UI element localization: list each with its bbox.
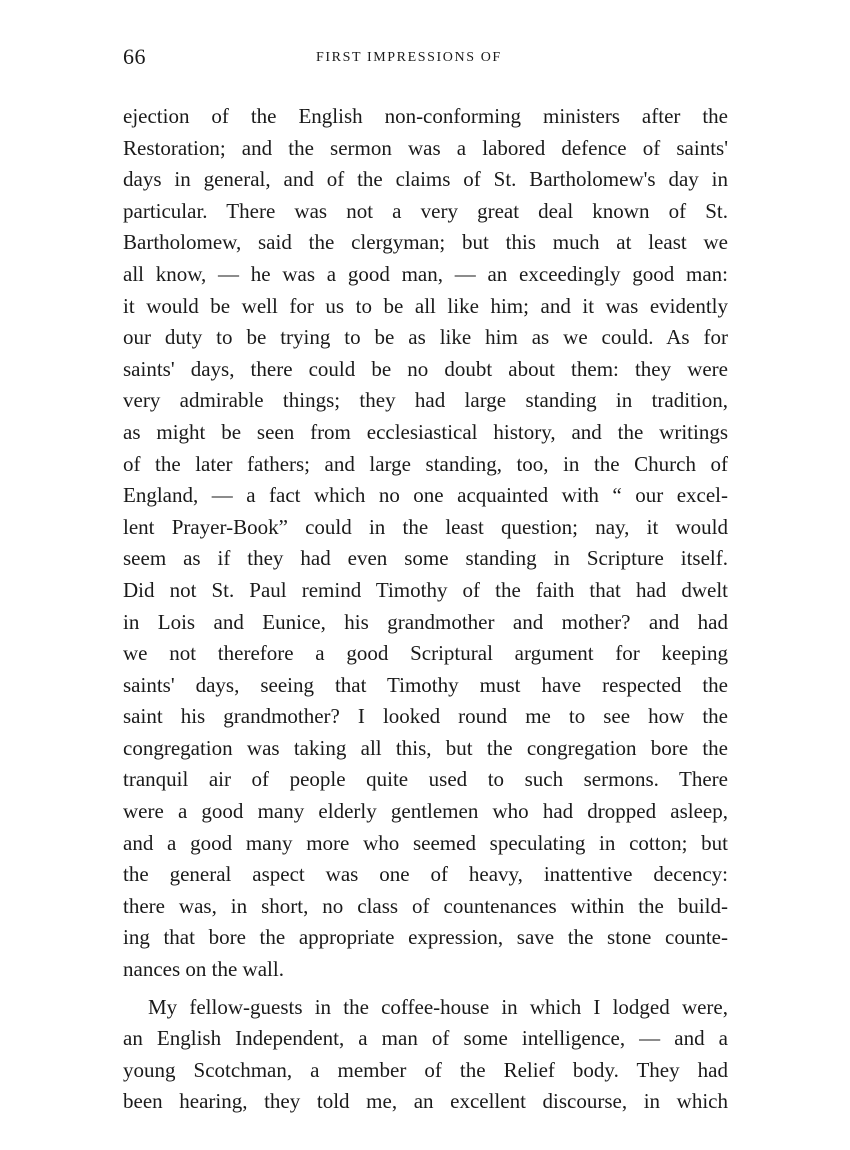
- text-line: very admirable things; they had large standing in tradition,: [123, 388, 728, 413]
- text-line: in Lois and Eunice, his grandmother and mother? and had: [123, 609, 728, 634]
- text-line: an English Independent, a man of some intelligence, — and a: [123, 1026, 728, 1051]
- text-line: we not therefore a good Scriptural argument for keeping: [123, 641, 728, 666]
- text-line: were a good many elderly gentlemen who had dropped asleep,: [123, 799, 728, 824]
- text-line: the general aspect was one of heavy, inattentive decency:: [123, 862, 728, 887]
- text-line: young Scotchman, a member of the Relief body. They had: [123, 1057, 728, 1082]
- paragraph: [123, 101, 728, 986]
- text-line: days in general, and of the claims of St. Bartholomew's day in: [123, 167, 728, 192]
- text-line: ejection of the English non-conforming ministers after the: [123, 104, 728, 128]
- text-line: nances on the wall.: [123, 957, 284, 982]
- text-line: it would be well for us to be all like him; and it was evidently: [123, 293, 728, 318]
- text-line: Bartholomew, said the clergyman; but this much at least we: [123, 230, 728, 255]
- text-line: our duty to be trying to be as like him as we could. As for: [123, 325, 728, 350]
- text-line: tranquil air of people quite used to such sermons. There: [123, 767, 728, 792]
- text-line: all know, — he was a good man, — an exceedingly good man:: [123, 261, 728, 286]
- running-title: FIRST IMPRESSIONS OF: [316, 50, 502, 65]
- text-line: of the later fathers; and large standing, too, in the Church of: [123, 451, 728, 476]
- text-line: England, — a fact which no one acquainted with “ our excel-: [123, 483, 728, 508]
- page-number: 66: [123, 44, 146, 69]
- text-line: ing that bore the appropriate expression, save the stone counte-: [123, 925, 728, 950]
- paragraph: [123, 992, 728, 1118]
- text-line: My fellow-guests in the coffee-house in which I lodged were,: [148, 994, 728, 1019]
- text-line: particular. There was not a very great deal known of St.: [123, 198, 728, 223]
- text-line: there was, in short, no class of countenances within the build-: [123, 893, 728, 918]
- text-line: been hearing, they told me, an excellent discourse, in which: [123, 1089, 728, 1114]
- text-line: as might be seen from ecclesiastical history, and the writings: [123, 419, 728, 444]
- text-line: lent Prayer-Book” could in the least question; nay, it would: [123, 514, 728, 539]
- text-line: and a good many more who seemed speculating in cotton; but: [123, 830, 728, 855]
- body-text: [123, 101, 728, 1118]
- text-line: seem as if they had even some standing in Scripture itself.: [123, 546, 728, 571]
- text-line: Restoration; and the sermon was a labored defence of saints': [123, 135, 728, 160]
- text-line: saints' days, there could be no doubt about them: they were: [123, 356, 728, 381]
- running-head: [123, 44, 728, 74]
- text-line: congregation was taking all this, but the congregation bore the: [123, 735, 728, 760]
- text-line: saint his grandmother? I looked round me to see how the: [123, 704, 728, 729]
- text-line: saints' days, seeing that Timothy must have respected the: [123, 672, 728, 697]
- text-line: Did not St. Paul remind Timothy of the faith that had dwelt: [123, 577, 728, 602]
